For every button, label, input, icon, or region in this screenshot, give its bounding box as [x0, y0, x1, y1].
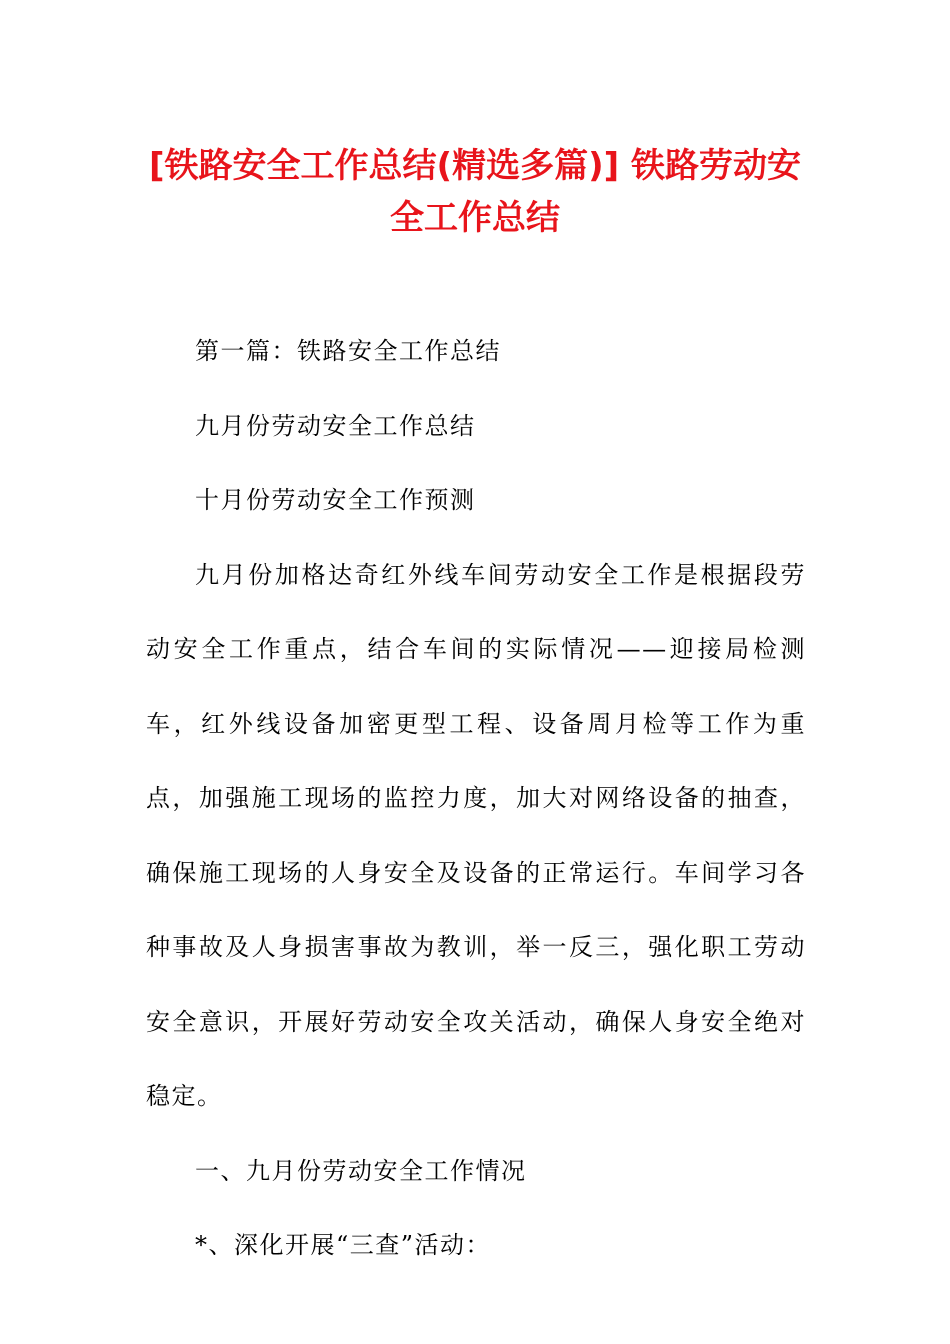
paragraph-subheading-one: 一、九月份劳动安全工作情况 — [195, 1156, 527, 1185]
paragraph-intro-body: 九月份加格达奇红外线车间劳动安全工作是根据段劳动安全工作重点，结合车间的实际情况——迎接局检测车，红外线设备加密更型工程、设备周月检等工作为重点，加强施工现场的监控力度，加大对网络设备的抽查，确保施工现场的人身安全及设备的正常运行。车间学习各种事故及人身损害事故为教训，举一反三，强化职工劳动安全意识，开展好劳动安全攻关活动，确保人身安全绝对稳定。 — [146, 560, 806, 1110]
document-title: [铁路安全工作总结(精选多篇)] 铁路劳动安全工作总结 — [149, 146, 801, 238]
paragraph-section-heading: 第一篇：铁路安全工作总结 — [195, 337, 501, 365]
paragraph-october-forecast-title: 十月份劳动安全工作预测 — [195, 486, 476, 514]
document-body — [146, 314, 806, 1283]
paragraph-subheading-three-checks: *、深化开展“三查”活动： — [195, 1231, 492, 1259]
paragraph-september-summary-title: 九月份劳动安全工作总结 — [195, 411, 476, 440]
